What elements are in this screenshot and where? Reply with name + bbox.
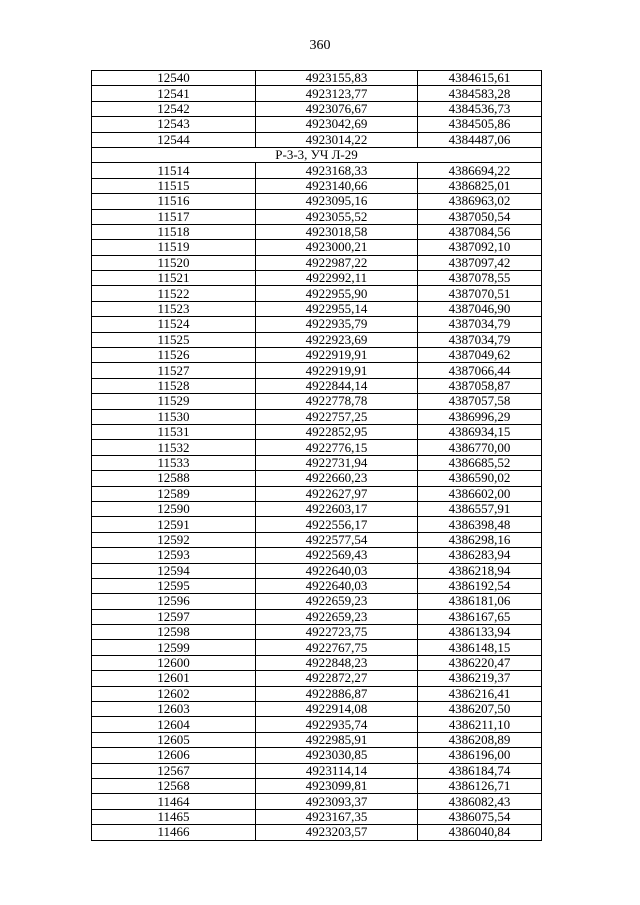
y-coordinate-cell: 4384615,61 bbox=[418, 71, 542, 86]
point-number-cell: 11531 bbox=[92, 424, 256, 439]
y-coordinate-cell: 4386208,89 bbox=[418, 732, 542, 747]
x-coordinate-cell: 4922844,14 bbox=[256, 378, 418, 393]
x-coordinate-cell: 4922935,74 bbox=[256, 717, 418, 732]
coordinates-table bbox=[91, 70, 542, 841]
x-coordinate-cell: 4922577,54 bbox=[256, 532, 418, 547]
table-row bbox=[92, 763, 542, 778]
point-number-cell: 12595 bbox=[92, 578, 256, 593]
x-coordinate-cell: 4922923,69 bbox=[256, 332, 418, 347]
x-coordinate-cell: 4922914,08 bbox=[256, 702, 418, 717]
y-coordinate-cell: 4386216,41 bbox=[418, 686, 542, 701]
x-coordinate-cell: 4922955,90 bbox=[256, 286, 418, 301]
point-number-cell: 11528 bbox=[92, 378, 256, 393]
point-number-cell: 12606 bbox=[92, 748, 256, 763]
y-coordinate-cell: 4386934,15 bbox=[418, 424, 542, 439]
y-coordinate-cell: 4384536,73 bbox=[418, 101, 542, 116]
table-row bbox=[92, 240, 542, 255]
point-number-cell: 11524 bbox=[92, 317, 256, 332]
x-coordinate-cell: 4922556,17 bbox=[256, 517, 418, 532]
y-coordinate-cell: 4386590,02 bbox=[418, 471, 542, 486]
x-coordinate-cell: 4922659,23 bbox=[256, 609, 418, 624]
point-number-cell: 11465 bbox=[92, 809, 256, 824]
point-number-cell: 12540 bbox=[92, 71, 256, 86]
x-coordinate-cell: 4922852,95 bbox=[256, 424, 418, 439]
table-row bbox=[92, 594, 542, 609]
x-coordinate-cell: 4923168,33 bbox=[256, 163, 418, 178]
x-coordinate-cell: 4923018,58 bbox=[256, 224, 418, 239]
y-coordinate-cell: 4387084,56 bbox=[418, 224, 542, 239]
table-row bbox=[92, 163, 542, 178]
y-coordinate-cell: 4386557,91 bbox=[418, 501, 542, 516]
y-coordinate-cell: 4387049,62 bbox=[418, 348, 542, 363]
x-coordinate-cell: 4922987,22 bbox=[256, 255, 418, 270]
x-coordinate-cell: 4923140,66 bbox=[256, 178, 418, 193]
y-coordinate-cell: 4386082,43 bbox=[418, 794, 542, 809]
point-number-cell: 11529 bbox=[92, 394, 256, 409]
point-number-cell: 12596 bbox=[92, 594, 256, 609]
x-coordinate-cell: 4922886,87 bbox=[256, 686, 418, 701]
table-row bbox=[92, 778, 542, 793]
y-coordinate-cell: 4386825,01 bbox=[418, 178, 542, 193]
point-number-cell: 11523 bbox=[92, 301, 256, 316]
x-coordinate-cell: 4923076,67 bbox=[256, 101, 418, 116]
x-coordinate-cell: 4922627,97 bbox=[256, 486, 418, 501]
y-coordinate-cell: 4384487,06 bbox=[418, 132, 542, 147]
x-coordinate-cell: 4922985,91 bbox=[256, 732, 418, 747]
table-row bbox=[92, 717, 542, 732]
point-number-cell: 11516 bbox=[92, 194, 256, 209]
y-coordinate-cell: 4386398,48 bbox=[418, 517, 542, 532]
table-row bbox=[92, 732, 542, 747]
x-coordinate-cell: 4923155,83 bbox=[256, 71, 418, 86]
y-coordinate-cell: 4387066,44 bbox=[418, 363, 542, 378]
point-number-cell: 12542 bbox=[92, 101, 256, 116]
y-coordinate-cell: 4384505,86 bbox=[418, 117, 542, 132]
point-number-cell: 12592 bbox=[92, 532, 256, 547]
x-coordinate-cell: 4923014,22 bbox=[256, 132, 418, 147]
table-row bbox=[92, 301, 542, 316]
x-coordinate-cell: 4922757,25 bbox=[256, 409, 418, 424]
x-coordinate-cell: 4922723,75 bbox=[256, 625, 418, 640]
y-coordinate-cell: 4386148,15 bbox=[418, 640, 542, 655]
x-coordinate-cell: 4923093,37 bbox=[256, 794, 418, 809]
point-number-cell: 12568 bbox=[92, 778, 256, 793]
y-coordinate-cell: 4387057,58 bbox=[418, 394, 542, 409]
y-coordinate-cell: 4386040,84 bbox=[418, 825, 542, 840]
table-row bbox=[92, 486, 542, 501]
table-row bbox=[92, 409, 542, 424]
table-row bbox=[92, 424, 542, 439]
point-number-cell: 12597 bbox=[92, 609, 256, 624]
y-coordinate-cell: 4387046,90 bbox=[418, 301, 542, 316]
point-number-cell: 12603 bbox=[92, 702, 256, 717]
point-number-cell: 12599 bbox=[92, 640, 256, 655]
x-coordinate-cell: 4923114,14 bbox=[256, 763, 418, 778]
point-number-cell: 11525 bbox=[92, 332, 256, 347]
table-row bbox=[92, 255, 542, 270]
table-row bbox=[92, 455, 542, 470]
y-coordinate-cell: 4386126,71 bbox=[418, 778, 542, 793]
y-coordinate-cell: 4386218,94 bbox=[418, 563, 542, 578]
x-coordinate-cell: 4922640,03 bbox=[256, 563, 418, 578]
x-coordinate-cell: 4923123,77 bbox=[256, 86, 418, 101]
point-number-cell: 12588 bbox=[92, 471, 256, 486]
point-number-cell: 12589 bbox=[92, 486, 256, 501]
x-coordinate-cell: 4923000,21 bbox=[256, 240, 418, 255]
y-coordinate-cell: 4384583,28 bbox=[418, 86, 542, 101]
table-row bbox=[92, 578, 542, 593]
point-number-cell: 12602 bbox=[92, 686, 256, 701]
table-row bbox=[92, 224, 542, 239]
point-number-cell: 11526 bbox=[92, 348, 256, 363]
point-number-cell: 11527 bbox=[92, 363, 256, 378]
table-row bbox=[92, 348, 542, 363]
y-coordinate-cell: 4386283,94 bbox=[418, 548, 542, 563]
point-number-cell: 12604 bbox=[92, 717, 256, 732]
y-coordinate-cell: 4386298,16 bbox=[418, 532, 542, 547]
x-coordinate-cell: 4922767,75 bbox=[256, 640, 418, 655]
table-row bbox=[92, 625, 542, 640]
x-coordinate-cell: 4923095,16 bbox=[256, 194, 418, 209]
point-number-cell: 11521 bbox=[92, 271, 256, 286]
x-coordinate-cell: 4922731,94 bbox=[256, 455, 418, 470]
table-row bbox=[92, 132, 542, 147]
x-coordinate-cell: 4923203,57 bbox=[256, 825, 418, 840]
table-row bbox=[92, 86, 542, 101]
section-title: Р-3-3, УЧ Л-29 bbox=[92, 147, 542, 162]
table-row bbox=[92, 809, 542, 824]
point-number-cell: 12593 bbox=[92, 548, 256, 563]
table-row bbox=[92, 209, 542, 224]
table-row bbox=[92, 686, 542, 701]
y-coordinate-cell: 4387034,79 bbox=[418, 332, 542, 347]
point-number-cell: 11518 bbox=[92, 224, 256, 239]
x-coordinate-cell: 4922919,91 bbox=[256, 363, 418, 378]
y-coordinate-cell: 4387050,54 bbox=[418, 209, 542, 224]
y-coordinate-cell: 4386685,52 bbox=[418, 455, 542, 470]
y-coordinate-cell: 4387097,42 bbox=[418, 255, 542, 270]
x-coordinate-cell: 4923055,52 bbox=[256, 209, 418, 224]
x-coordinate-cell: 4922659,23 bbox=[256, 594, 418, 609]
point-number-cell: 12598 bbox=[92, 625, 256, 640]
table-row bbox=[92, 671, 542, 686]
table-row bbox=[92, 563, 542, 578]
point-number-cell: 11532 bbox=[92, 440, 256, 455]
y-coordinate-cell: 4386219,37 bbox=[418, 671, 542, 686]
y-coordinate-cell: 4386167,65 bbox=[418, 609, 542, 624]
table-row bbox=[92, 640, 542, 655]
point-number-cell: 11517 bbox=[92, 209, 256, 224]
point-number-cell: 12601 bbox=[92, 671, 256, 686]
y-coordinate-cell: 4386963,02 bbox=[418, 194, 542, 209]
point-number-cell: 11514 bbox=[92, 163, 256, 178]
table-row bbox=[92, 501, 542, 516]
x-coordinate-cell: 4922603,17 bbox=[256, 501, 418, 516]
point-number-cell: 11530 bbox=[92, 409, 256, 424]
y-coordinate-cell: 4386192,54 bbox=[418, 578, 542, 593]
y-coordinate-cell: 4386220,47 bbox=[418, 655, 542, 670]
x-coordinate-cell: 4923042,69 bbox=[256, 117, 418, 132]
point-number-cell: 11522 bbox=[92, 286, 256, 301]
point-number-cell: 12543 bbox=[92, 117, 256, 132]
x-coordinate-cell: 4922992,11 bbox=[256, 271, 418, 286]
x-coordinate-cell: 4922640,03 bbox=[256, 578, 418, 593]
x-coordinate-cell: 4922660,23 bbox=[256, 471, 418, 486]
point-number-cell: 11466 bbox=[92, 825, 256, 840]
page-number: 360 bbox=[309, 38, 331, 53]
x-coordinate-cell: 4922776,15 bbox=[256, 440, 418, 455]
point-number-cell: 12594 bbox=[92, 563, 256, 578]
table-row bbox=[92, 117, 542, 132]
y-coordinate-cell: 4386184,74 bbox=[418, 763, 542, 778]
point-number-cell: 12544 bbox=[92, 132, 256, 147]
point-number-cell: 12590 bbox=[92, 501, 256, 516]
x-coordinate-cell: 4923167,35 bbox=[256, 809, 418, 824]
x-coordinate-cell: 4922955,14 bbox=[256, 301, 418, 316]
table-row bbox=[92, 286, 542, 301]
table-row bbox=[92, 101, 542, 116]
table-row bbox=[92, 194, 542, 209]
point-number-cell: 12591 bbox=[92, 517, 256, 532]
y-coordinate-cell: 4386694,22 bbox=[418, 163, 542, 178]
y-coordinate-cell: 4386196,00 bbox=[418, 748, 542, 763]
x-coordinate-cell: 4922935,79 bbox=[256, 317, 418, 332]
y-coordinate-cell: 4386602,00 bbox=[418, 486, 542, 501]
table-row bbox=[92, 517, 542, 532]
point-number-cell: 12567 bbox=[92, 763, 256, 778]
table-row bbox=[92, 655, 542, 670]
x-coordinate-cell: 4922919,91 bbox=[256, 348, 418, 363]
point-number-cell: 11519 bbox=[92, 240, 256, 255]
table-row bbox=[92, 825, 542, 840]
table-row bbox=[92, 794, 542, 809]
y-coordinate-cell: 4386133,94 bbox=[418, 625, 542, 640]
y-coordinate-cell: 4387058,87 bbox=[418, 378, 542, 393]
table-row bbox=[92, 332, 542, 347]
table-row bbox=[92, 609, 542, 624]
table-row bbox=[92, 363, 542, 378]
point-number-cell: 11515 bbox=[92, 178, 256, 193]
x-coordinate-cell: 4922872,27 bbox=[256, 671, 418, 686]
section-header-row bbox=[92, 147, 542, 162]
table-row bbox=[92, 440, 542, 455]
table-row bbox=[92, 271, 542, 286]
x-coordinate-cell: 4922569,43 bbox=[256, 548, 418, 563]
table-row bbox=[92, 471, 542, 486]
y-coordinate-cell: 4386207,50 bbox=[418, 702, 542, 717]
point-number-cell: 11533 bbox=[92, 455, 256, 470]
table-row bbox=[92, 532, 542, 547]
point-number-cell: 12605 bbox=[92, 732, 256, 747]
x-coordinate-cell: 4923030,85 bbox=[256, 748, 418, 763]
y-coordinate-cell: 4386996,29 bbox=[418, 409, 542, 424]
point-number-cell: 11464 bbox=[92, 794, 256, 809]
y-coordinate-cell: 4387092,10 bbox=[418, 240, 542, 255]
table-row bbox=[92, 702, 542, 717]
table-row bbox=[92, 394, 542, 409]
y-coordinate-cell: 4387078,55 bbox=[418, 271, 542, 286]
y-coordinate-cell: 4386770,00 bbox=[418, 440, 542, 455]
point-number-cell: 12541 bbox=[92, 86, 256, 101]
table-row bbox=[92, 748, 542, 763]
point-number-cell: 12600 bbox=[92, 655, 256, 670]
y-coordinate-cell: 4386211,10 bbox=[418, 717, 542, 732]
y-coordinate-cell: 4386075,54 bbox=[418, 809, 542, 824]
y-coordinate-cell: 4387070,51 bbox=[418, 286, 542, 301]
table-row bbox=[92, 378, 542, 393]
y-coordinate-cell: 4387034,79 bbox=[418, 317, 542, 332]
x-coordinate-cell: 4922778,78 bbox=[256, 394, 418, 409]
table-row bbox=[92, 71, 542, 86]
table-row bbox=[92, 178, 542, 193]
point-number-cell: 11520 bbox=[92, 255, 256, 270]
coordinates-table-body bbox=[92, 71, 542, 841]
x-coordinate-cell: 4922848,23 bbox=[256, 655, 418, 670]
table-row bbox=[92, 548, 542, 563]
x-coordinate-cell: 4923099,81 bbox=[256, 778, 418, 793]
table-row bbox=[92, 317, 542, 332]
y-coordinate-cell: 4386181,06 bbox=[418, 594, 542, 609]
